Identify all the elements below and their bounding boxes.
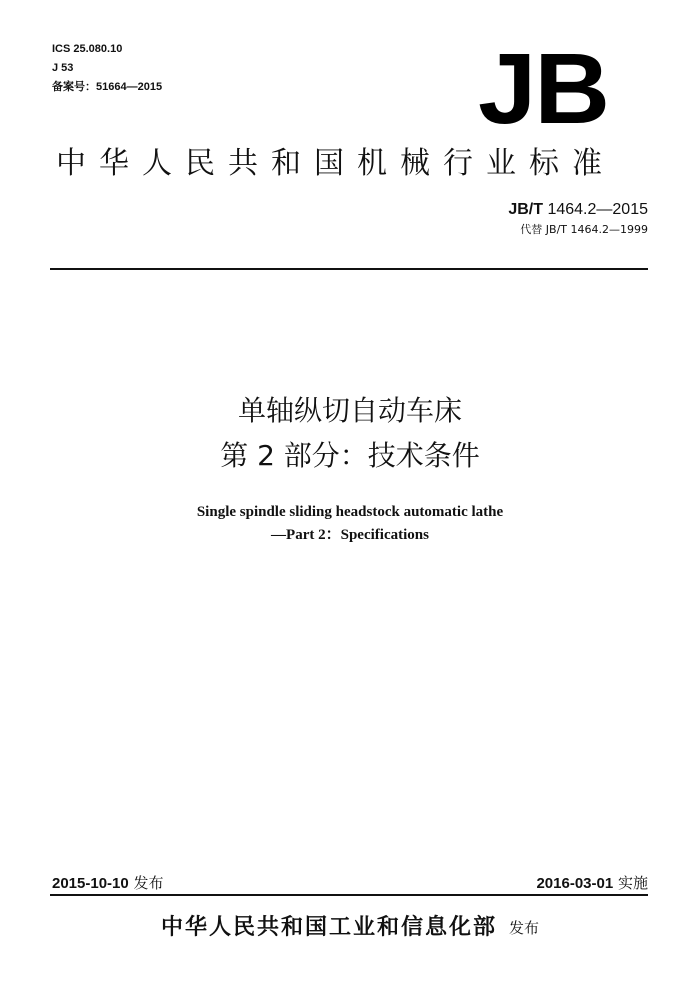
issue-date xyxy=(52,873,164,894)
top-divider xyxy=(50,268,648,270)
issue-date-value: 2015-10-10 xyxy=(52,875,129,892)
issuing-authority xyxy=(0,912,700,944)
replaced-standard: 代替 JB/T 1464.2—1999 xyxy=(520,223,648,236)
english-title-line-1: Single spindle sliding headstock automatic lathe xyxy=(196,504,504,520)
implementation-date xyxy=(536,873,648,894)
issuer-organization: 中华人民共和国工业和信息化部 xyxy=(160,915,497,940)
ics-code: ICS 25.080.10 xyxy=(52,43,123,55)
classification-code: J 53 xyxy=(52,62,74,74)
industry-standard-title: 中华人民共和国机械行业标准 xyxy=(56,146,615,181)
record-number: 备案号：51664—2015 xyxy=(52,81,163,93)
standard-code: 1464.2—2015 xyxy=(543,201,648,218)
standard-prefix: JB/T xyxy=(508,201,544,218)
issuer-verb: 发布 xyxy=(509,919,540,937)
bottom-divider xyxy=(50,894,648,896)
issue-label: 发布 xyxy=(133,874,164,892)
english-title-line-2: —Part 2：Specifications xyxy=(271,527,429,543)
chinese-title-line-1: 单轴纵切自动车床 xyxy=(237,394,462,427)
standard-number xyxy=(508,200,648,220)
jb-logo: JB xyxy=(478,33,609,145)
chinese-title-line-2: 第 2 部分：技术条件 xyxy=(220,439,480,472)
implementation-label: 实施 xyxy=(617,874,648,892)
implementation-date-value: 2016-03-01 xyxy=(536,875,614,892)
